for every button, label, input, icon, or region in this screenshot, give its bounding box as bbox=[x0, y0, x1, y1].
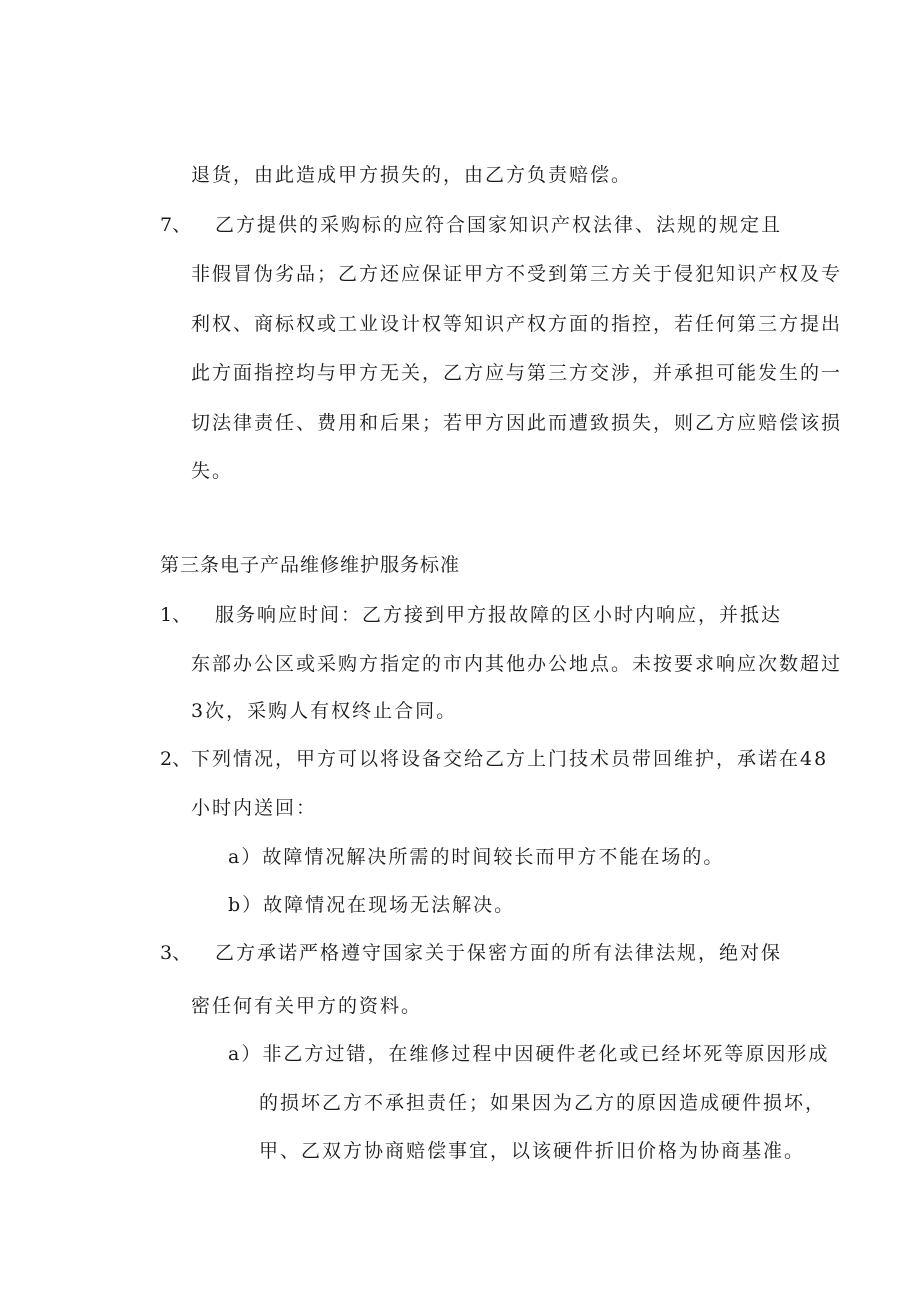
item-7-line: 失。 bbox=[191, 460, 234, 482]
item-1-number: 1、 bbox=[160, 604, 192, 626]
item-2-line: 下列情况，甲方可以将设备交给乙方上门技术员带回维护，承诺在48 bbox=[191, 748, 829, 770]
item-2-number: 2、 bbox=[160, 748, 192, 770]
item-7-line: 乙方提供的采购标的应符合国家知识产权法律、法规的规定且 bbox=[215, 214, 783, 236]
item-1-line: 3次，采购人有权终止合同。 bbox=[191, 700, 458, 722]
item-3-sub: 的损坏乙方不承担责任；如果因为乙方的原因造成硬件损坏， bbox=[259, 1092, 827, 1114]
continuation-line: 退货，由此造成甲方损失的，由乙方负责赔偿。 bbox=[191, 164, 633, 186]
item-7-number: 7、 bbox=[160, 214, 192, 236]
item-2-sub: b）故障情况在现场无法解决。 bbox=[228, 894, 516, 916]
item-3-line: 密任何有关甲方的资料。 bbox=[191, 995, 423, 1017]
item-7-line: 切法律责任、费用和后果；若甲方因此而遭致损失，则乙方应赔偿该损 bbox=[191, 412, 843, 434]
item-1-line: 服务响应时间：乙方接到甲方报故障的区小时内响应，并抵达 bbox=[215, 604, 783, 626]
item-3-sub: a）非乙方过错，在维修过程中因硬件老化或已经坏死等原因形成 bbox=[228, 1043, 830, 1065]
item-2-line: 小时内送回： bbox=[191, 797, 318, 819]
item-1-line: 东部办公区或采购方指定的市内其他办公地点。未按要求响应次数超过 bbox=[191, 653, 843, 675]
item-2-sub: a）故障情况解决所需的时间较长而甲方不能在场的。 bbox=[228, 846, 725, 868]
item-3-line: 乙方承诺严格遵守国家关于保密方面的所有法律法规，绝对保 bbox=[215, 942, 783, 964]
item-3-sub: 甲、乙双方协商赔偿事宜，以该硬件折旧价格为协商基准。 bbox=[259, 1140, 806, 1162]
item-7-line: 此方面指控均与甲方无关，乙方应与第三方交涉，并承担可能发生的一 bbox=[191, 362, 843, 384]
item-7-line: 利权、商标权或工业设计权等知识产权方面的指控，若任何第三方提出 bbox=[191, 313, 843, 335]
section-title: 第三条电子产品维修维护服务标准 bbox=[160, 554, 461, 576]
item-3-number: 3、 bbox=[160, 942, 192, 964]
item-7-line: 非假冒伪劣品；乙方还应保证甲方不受到第三方关于侵犯知识产权及专 bbox=[191, 263, 843, 285]
